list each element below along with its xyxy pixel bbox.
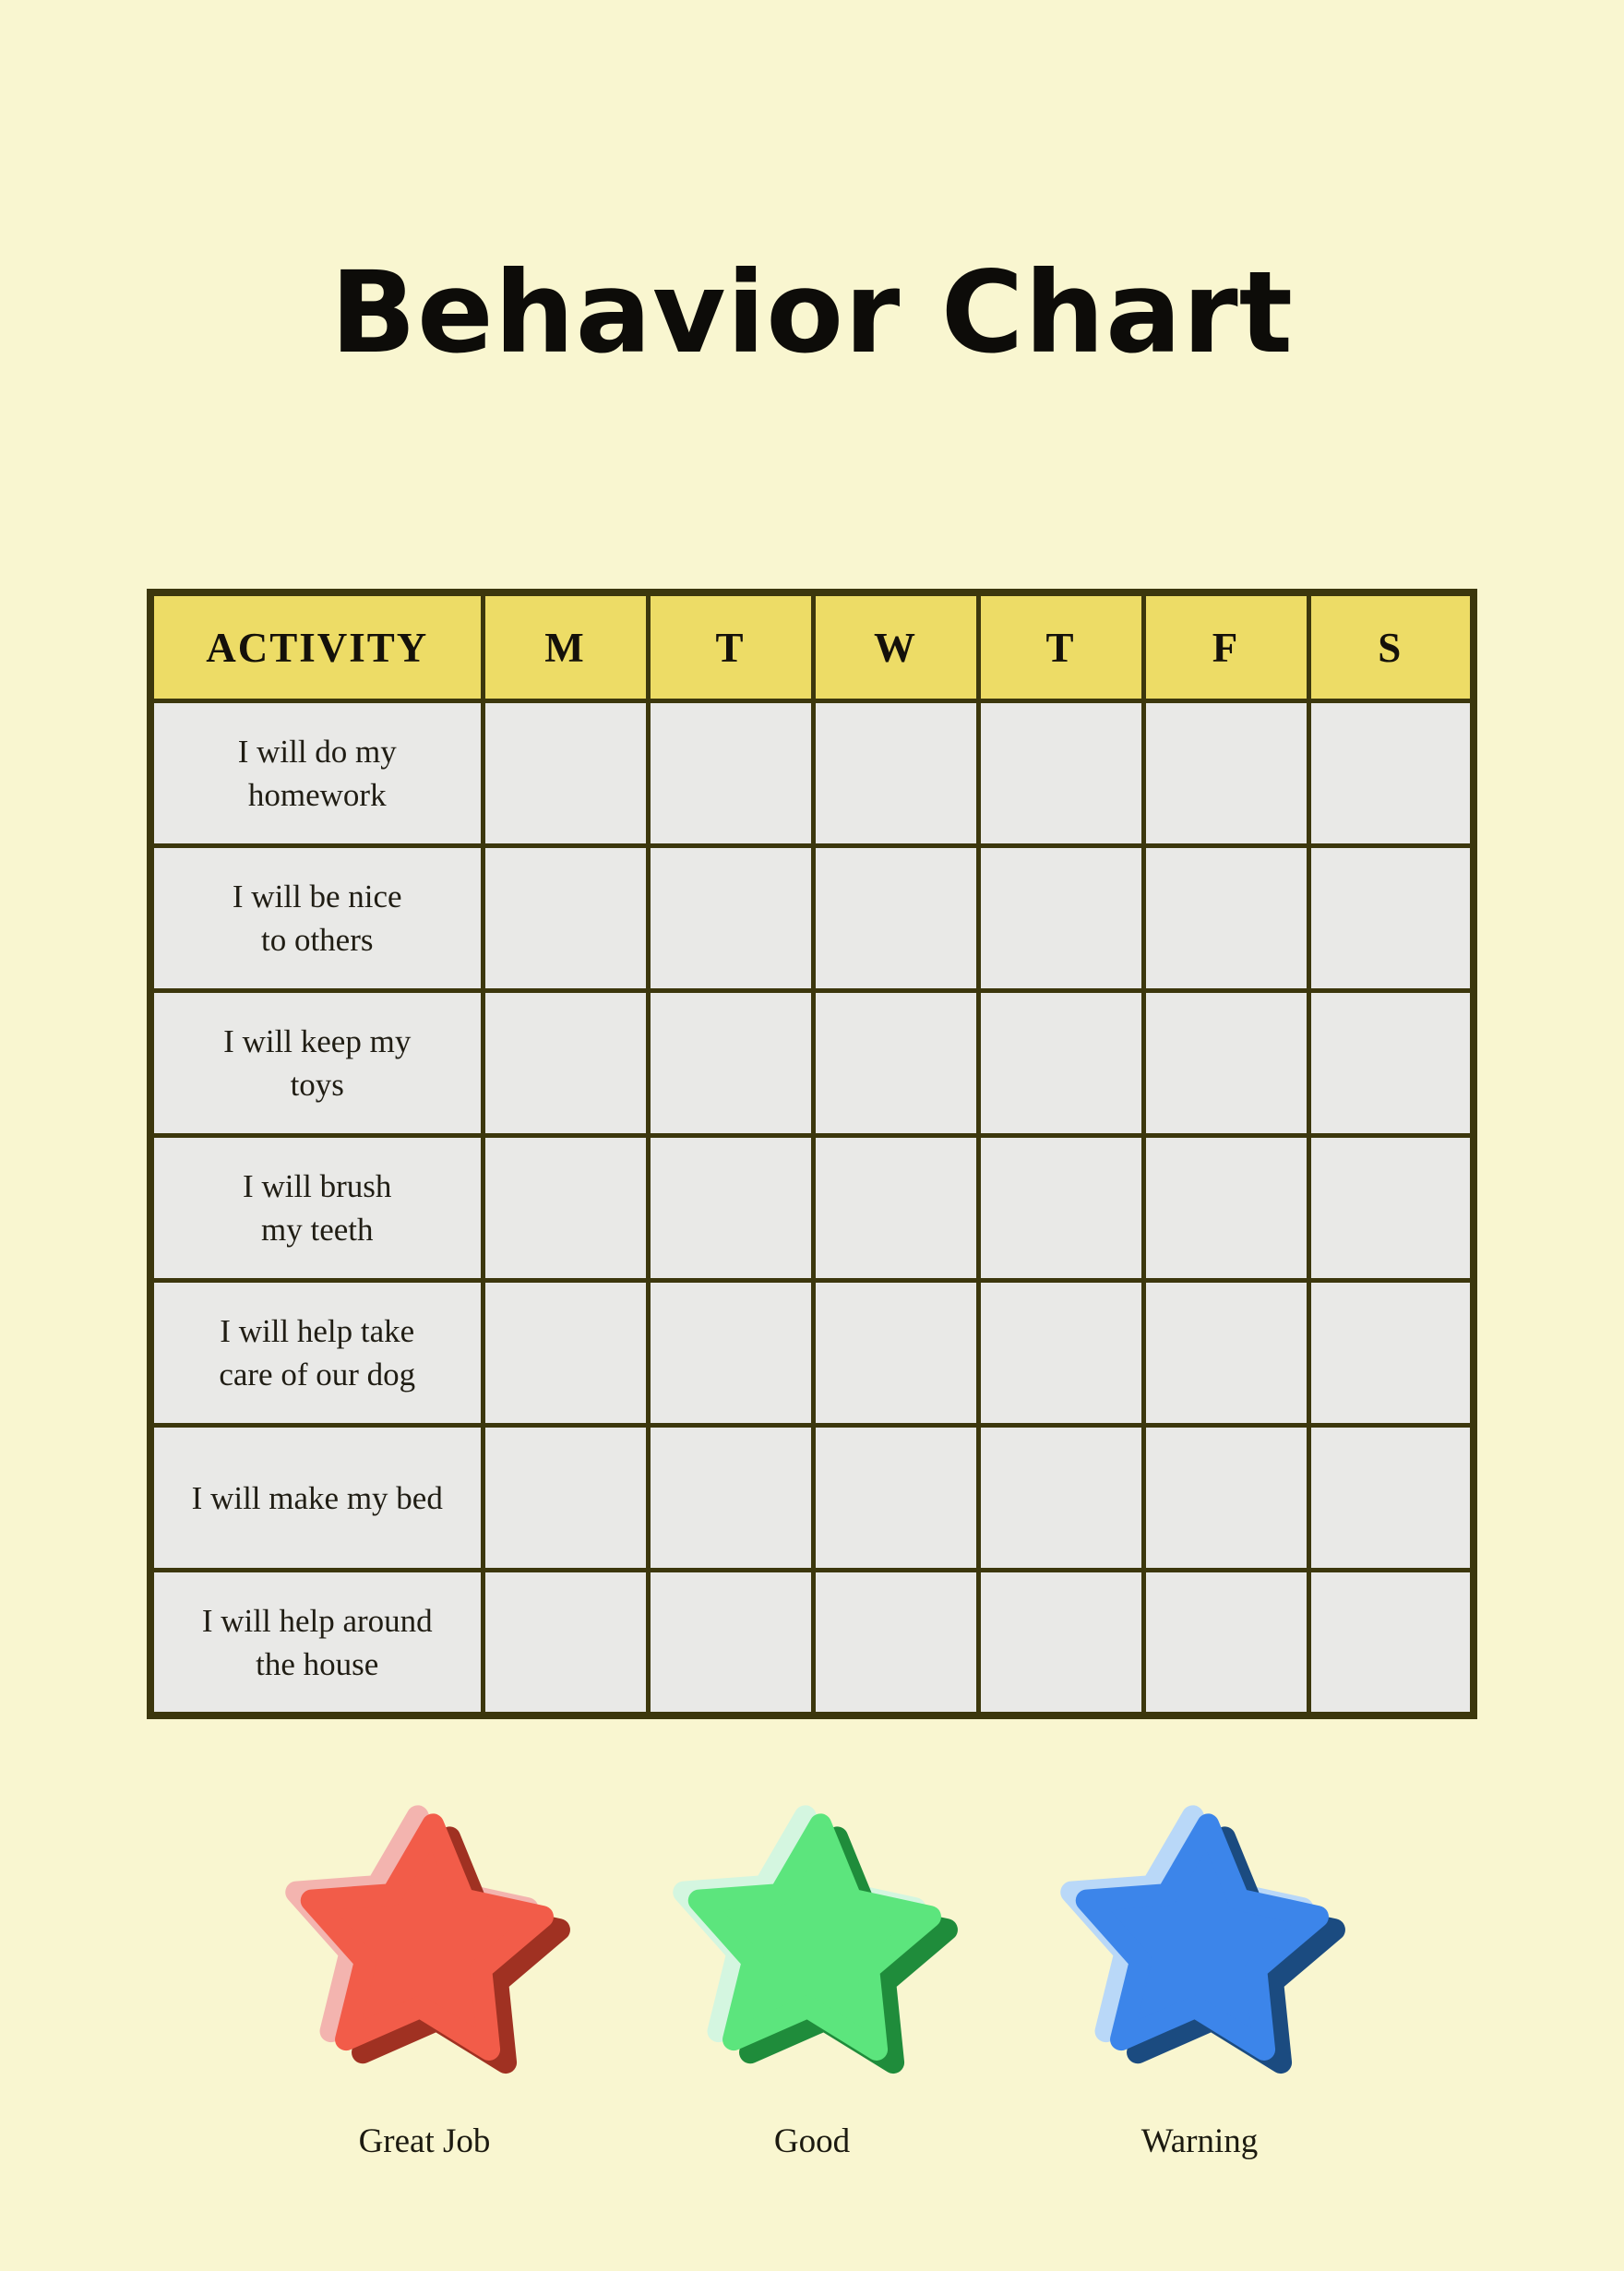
activity-line: I will do my (237, 734, 397, 771)
header-day-thursday: T (978, 592, 1143, 701)
legend-item-good (674, 1808, 950, 2161)
day-cell[interactable] (648, 1571, 813, 1715)
day-cell[interactable] (1143, 1426, 1308, 1571)
day-cell[interactable] (483, 1281, 648, 1426)
activity-line: I will be nice (232, 879, 402, 915)
day-cell[interactable] (978, 1281, 1143, 1426)
activity-line: my teeth (261, 1212, 374, 1249)
activity-line: toys (290, 1067, 344, 1104)
activity-line: care of our dog (219, 1357, 416, 1393)
day-cell[interactable] (1143, 846, 1308, 991)
header-day-saturday: S (1308, 592, 1474, 701)
day-cell[interactable] (813, 846, 978, 991)
day-cell[interactable] (648, 1426, 813, 1571)
day-cell[interactable] (483, 846, 648, 991)
table-header-row (150, 592, 1474, 701)
blue-star-icon (1061, 1808, 1338, 2085)
header-day-tuesday: T (648, 592, 813, 701)
day-cell[interactable] (648, 701, 813, 846)
red-star-icon (286, 1808, 563, 2085)
day-cell[interactable] (813, 1571, 978, 1715)
day-cell[interactable] (1308, 1571, 1474, 1715)
day-cell[interactable] (813, 701, 978, 846)
table-row (150, 1426, 1474, 1571)
activity-cell (150, 1426, 483, 1571)
day-cell[interactable] (1143, 1136, 1308, 1281)
day-cell[interactable] (813, 991, 978, 1136)
header-day-wednesday: W (813, 592, 978, 701)
day-cell[interactable] (978, 1571, 1143, 1715)
legend-label-warning: Warning (1140, 2122, 1259, 2160)
day-cell[interactable] (483, 1571, 648, 1715)
table-row (150, 1571, 1474, 1715)
header-day-friday: F (1143, 592, 1308, 701)
day-cell[interactable] (978, 1426, 1143, 1571)
header-day-monday: M (483, 592, 648, 701)
activity-cell (150, 1571, 483, 1715)
day-cell[interactable] (978, 846, 1143, 991)
day-cell[interactable] (483, 991, 648, 1136)
table-row (150, 846, 1474, 991)
legend-item-warning (1061, 1808, 1338, 2161)
table-row (150, 701, 1474, 846)
day-cell[interactable] (1308, 701, 1474, 846)
day-cell[interactable] (483, 1426, 648, 1571)
activity-line: I will brush (243, 1168, 392, 1205)
day-cell[interactable] (1143, 991, 1308, 1136)
day-cell[interactable] (1143, 1571, 1308, 1715)
table-row (150, 991, 1474, 1136)
activity-line: homework (247, 777, 387, 814)
page-title: Behavior Chart (330, 247, 1294, 378)
legend-label-great-job: Great Job (358, 2122, 491, 2160)
day-cell[interactable] (648, 846, 813, 991)
green-star-icon (674, 1808, 950, 2085)
day-cell[interactable] (483, 1136, 648, 1281)
activity-line: I will keep my (223, 1023, 412, 1060)
day-cell[interactable] (483, 701, 648, 846)
day-cell[interactable] (648, 1136, 813, 1281)
legend-label-good: Good (773, 2122, 851, 2160)
activity-cell (150, 1281, 483, 1426)
day-cell[interactable] (978, 701, 1143, 846)
day-cell[interactable] (1308, 846, 1474, 991)
activity-line: to others (260, 922, 374, 959)
activity-cell (150, 846, 483, 991)
activity-line: I will help around (201, 1602, 433, 1639)
day-cell[interactable] (1143, 701, 1308, 846)
day-cell[interactable] (648, 1281, 813, 1426)
activity-line: I will make my bed (191, 1479, 443, 1516)
day-cell[interactable] (1308, 1426, 1474, 1571)
activity-line: the house (256, 1645, 379, 1682)
day-cell[interactable] (813, 1136, 978, 1281)
header-activity: ACTIVITY (150, 592, 483, 701)
day-cell[interactable] (648, 991, 813, 1136)
day-cell[interactable] (1308, 1136, 1474, 1281)
day-cell[interactable] (978, 991, 1143, 1136)
behavior-table (147, 589, 1477, 1719)
table-row (150, 1136, 1474, 1281)
activity-cell (150, 701, 483, 846)
activity-line: I will help take (220, 1313, 415, 1350)
day-cell[interactable] (813, 1426, 978, 1571)
day-cell[interactable] (1143, 1281, 1308, 1426)
table-row (150, 1281, 1474, 1426)
activity-cell (150, 991, 483, 1136)
day-cell[interactable] (978, 1136, 1143, 1281)
legend (0, 1808, 1624, 2161)
legend-item-great-job (286, 1808, 563, 2161)
activity-cell (150, 1136, 483, 1281)
day-cell[interactable] (1308, 1281, 1474, 1426)
day-cell[interactable] (813, 1281, 978, 1426)
day-cell[interactable] (1308, 991, 1474, 1136)
